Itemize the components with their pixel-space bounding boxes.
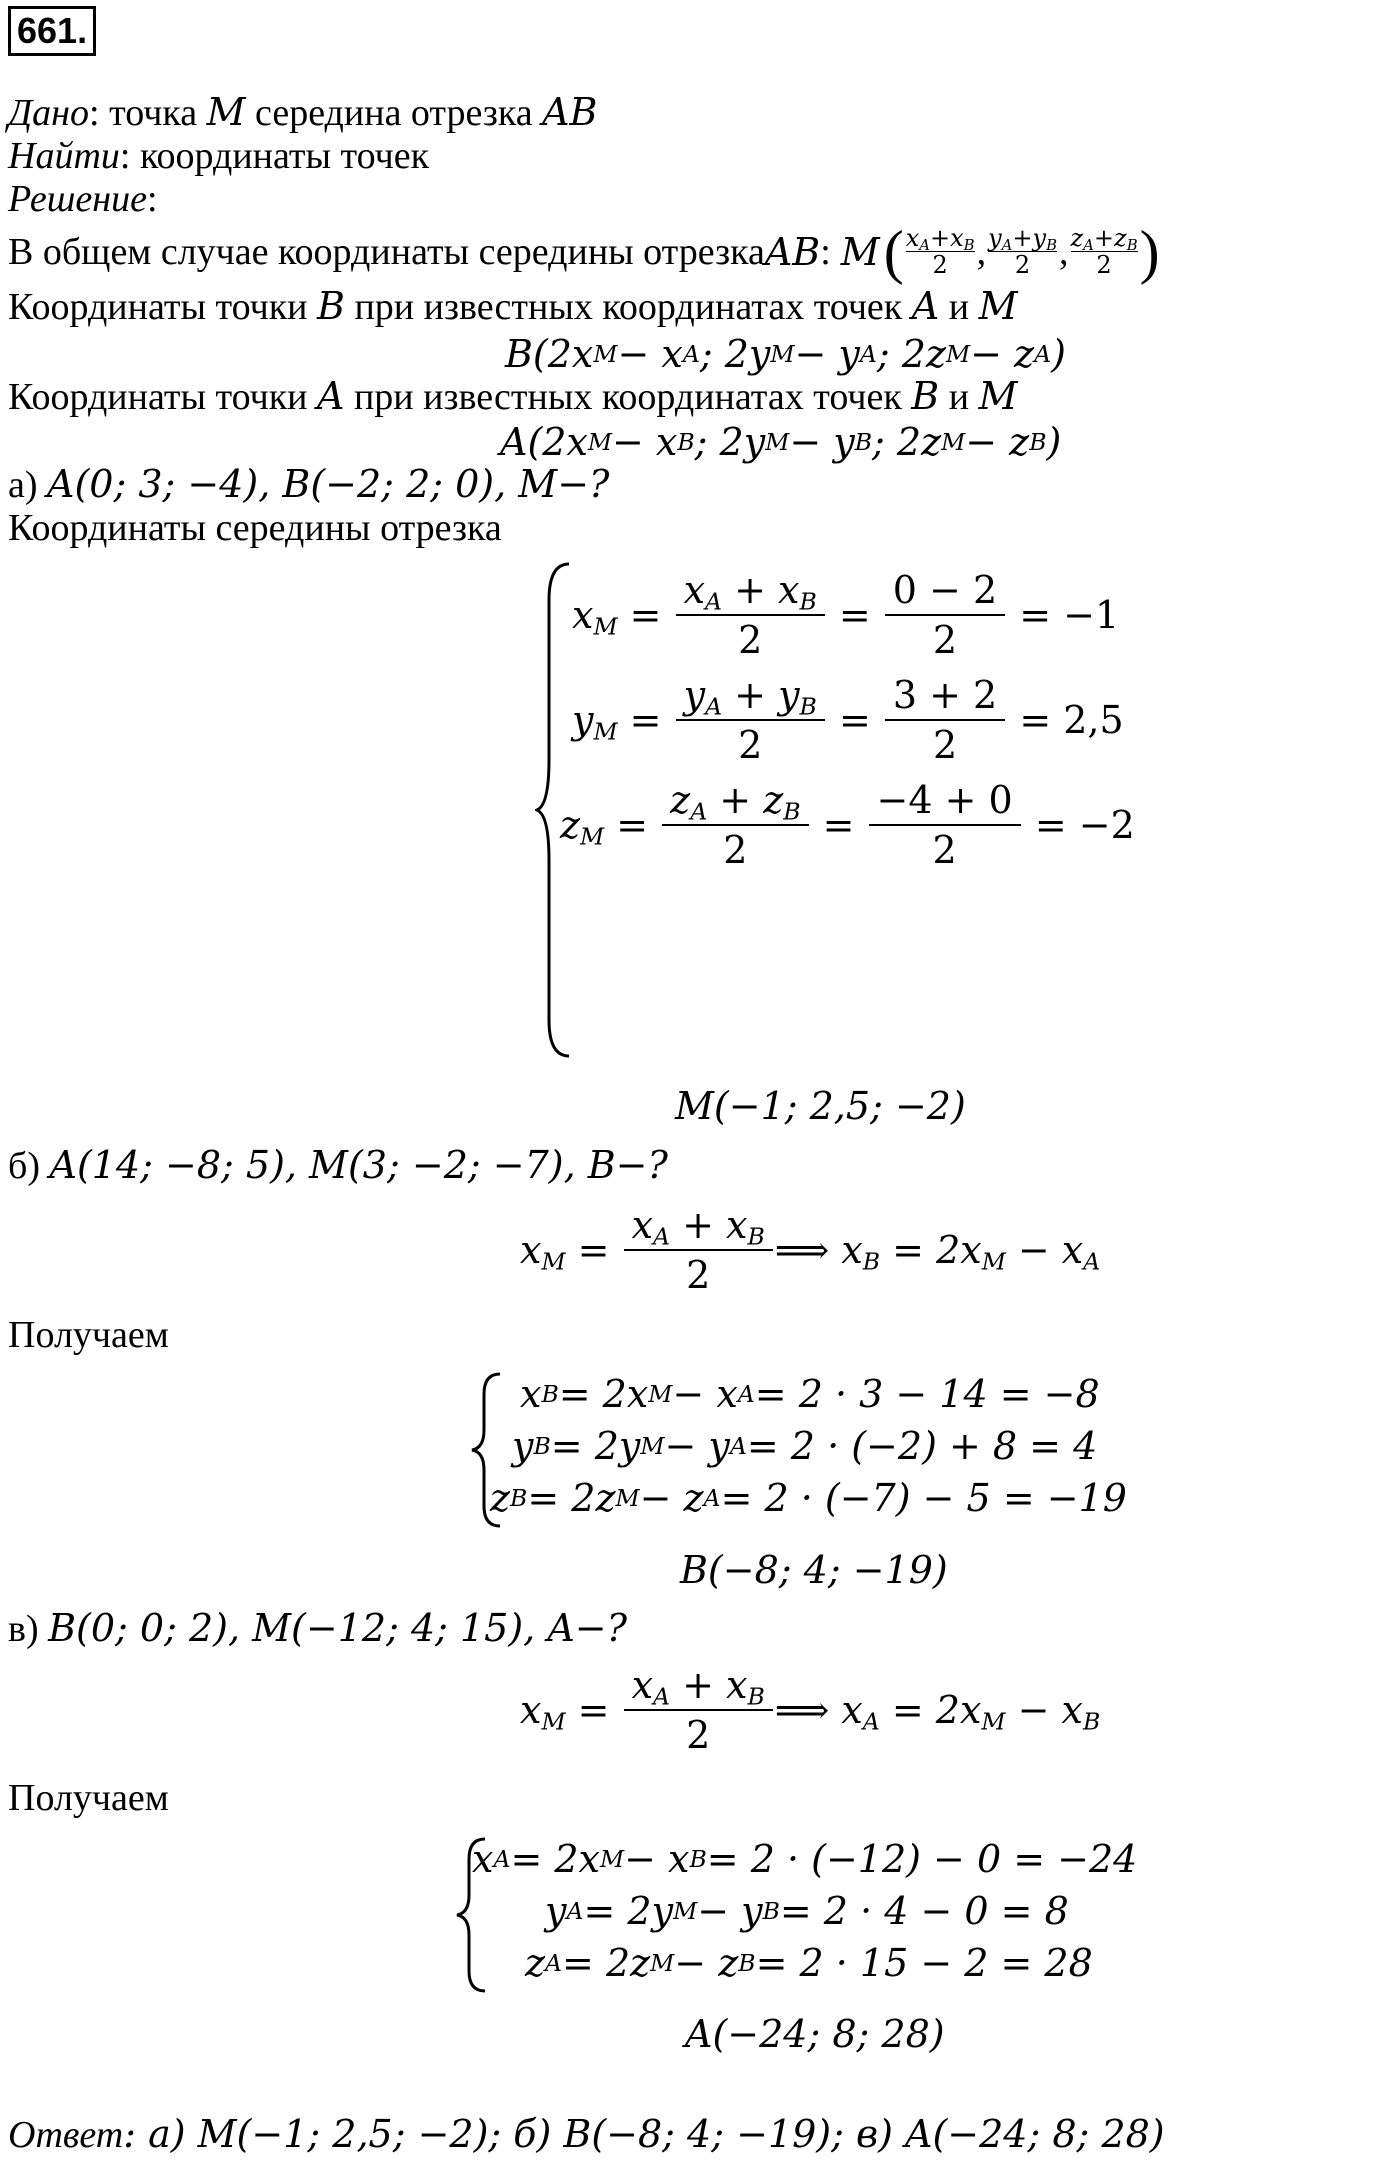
part-b-row-z: z B = 2z M − z A = 2 · (−7) − 5 = −19 [490,1476,1127,1520]
part-b-condition: б) A(14; −8; 5), M(3; −2; −7), B−? [8,1143,668,1187]
part-a-row-z: $z_M$ = $\frac{z_A + z_B}{2}$ = $\frac{-4 + 0}{2}$ = −2 [560,778,1135,872]
solution-label: Решение [8,178,147,220]
problem-number-badge: 661. [8,6,96,56]
part-c-condition: в) B(0; 0; 2), M(−12; 4; 15), A−? [8,1606,627,1650]
given-line: Дано: точка M середина отрезка AB [8,90,598,134]
formula-a: A(2x M − x B ; 2y M − y B ; 2z M − z B ) [500,420,1062,464]
answer-label: Ответ [8,2114,124,2156]
part-b-result: B(−8; 4; −19) [680,1548,948,1592]
given-label: Дано [8,92,90,134]
coord-a-line: Координаты точки A при известных координатах точек B и M [8,374,1018,418]
solution-label-line: Решение: [8,178,158,220]
small-frac-x: $x_A+x_B$ 2 [905,224,975,279]
part-b-row-x: x B = 2x M − x A = 2 · 3 − 14 = −8 [520,1372,1100,1416]
small-frac-z: $z_A+z_B$ 2 [1070,224,1138,279]
formula-b: B(2x M − x A ; 2y M − y A ; 2z M − z A ) [505,332,1066,376]
part-c-formula: $x_M$ = $\frac{x_A + x_B}{2}$ ⟹ $x_A = 2x_M - x_B$ [520,1663,1101,1757]
part-c-result: A(−24; 8; 28) [685,2012,945,2056]
part-a-intro: Координаты середины отрезка [8,507,502,549]
answer-line: Ответ: а) M(−1; 2,5; −2); б) B(−8; 4; −19); в) A(−24; 8; 28) [8,2112,1165,2156]
part-a-result: M(−1; 2,5; −2) [675,1084,966,1128]
part-b-get: Получаем [8,1314,169,1356]
part-c-row-x: x A = 2x M − x B = 2 · (−12) − 0 = −24 [472,1837,1138,1881]
find-label: Найти [8,135,120,177]
part-c-get: Получаем [8,1777,169,1819]
part-a-row-y: $y_M$ = $\frac{y_A + y_B}{2}$ = $\frac{3 + 2}{2}$ = 2,5 [572,673,1124,767]
part-c-row-z: z A = 2z M − z B = 2 · 15 − 2 = 28 [525,1941,1093,1985]
part-b-row-y: y B = 2y M − y A = 2 · (−2) + 8 = 4 [512,1424,1098,1468]
coord-b-line: Координаты точки B при известных координатах точек A и M [8,284,1018,328]
part-a-row-x: $x_M$ = $\frac{x_A + x_B}{2}$ = $\frac{0 - 2}{2}$ = −1 [572,568,1120,662]
part-c-row-y: y A = 2y M − y B = 2 · 4 − 0 = 8 [545,1889,1069,1933]
small-frac-y: $y_A+y_B$ 2 [988,224,1058,279]
part-a-condition: а) A(0; 3; −4), B(−2; 2; 0), M−? [8,462,610,506]
find-line: Найти: координаты точек [8,135,430,177]
part-b-formula: $x_M$ = $\frac{x_A + x_B}{2}$ ⟹ $x_B = 2x_M - x_A$ [520,1203,1101,1297]
general-formula-line: В общем случае координаты середины отрезка AB : M ( $x_A+x_B$ 2 , $y_A+y_B$ 2 , $z_A+z_B$ 2 ) [8,218,1160,285]
